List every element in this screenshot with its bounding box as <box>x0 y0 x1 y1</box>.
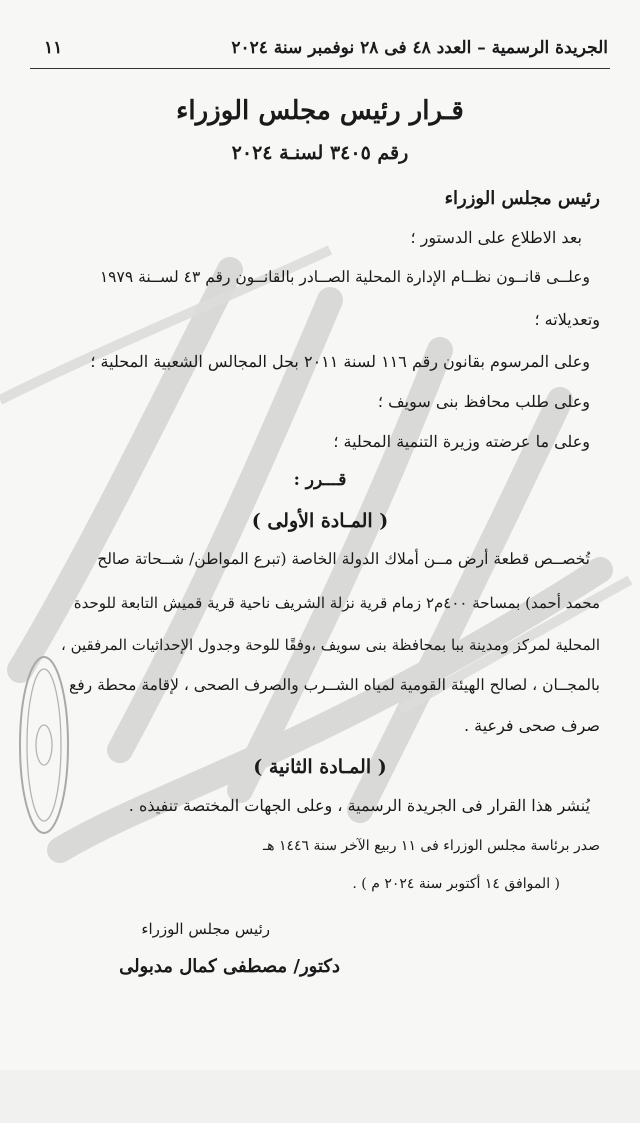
gazette-issue-title: الجريدة الرسمية – العدد ٤٨ فى ٢٨ نوفمبر سنة ٢٠٢٤ <box>231 38 608 58</box>
preamble-line: وعلى المرسوم بقانون رقم ١١٦ لسنة ٢٠١١ بحل المجالس الشعبية المحلية ؛ <box>90 352 590 371</box>
issuer-heading: رئيس مجلس الوزراء <box>444 188 600 209</box>
signature-name: دكتور/ مصطفى كمال مدبولى <box>119 956 340 977</box>
decision-label: قـــرر : <box>293 470 347 490</box>
page-number: ١١ <box>44 38 63 58</box>
article-1-heading: ( المـادة الأولى ) <box>251 510 389 532</box>
preamble-line: وتعديلاته ؛ <box>534 310 600 329</box>
decree-number: رقم ٣٤٠٥ لسنـة ٢٠٢٤ <box>231 142 409 164</box>
article-1-line: محمد أحمد) بمساحة ٤٠٠م٢ زمام قرية نزلة الشريف ناحية قرية قميش التابعة للوحدة <box>73 594 600 612</box>
preamble-line: وعلى طلب محافظ بنى سويف ؛ <box>377 392 590 411</box>
article-1-line: المحلية لمركز ومدينة ببا بمحافظة بنى سويف ،وفقًا للوحة وجدول الإحداثيات المرفقين ، <box>61 636 600 654</box>
signature-role: رئيس مجلس الوزراء <box>141 920 270 938</box>
decree-title: قـرار رئيس مجلس الوزراء <box>176 96 464 126</box>
issuance-date-gregorian: ( الموافق ١٤ أكتوبر سنة ٢٠٢٤ م ) . <box>352 876 560 892</box>
issuance-date-hijri: صدر برئاسة مجلس الوزراء فى ١١ ربيع الآخر سنة ١٤٤٦ هـ <box>263 838 600 854</box>
article-1-line: صرف صحى فرعية . <box>463 716 600 735</box>
preamble-line: وعلى ما عرضته وزيرة التنمية المحلية ؛ <box>333 432 590 451</box>
article-1-line: بالمجــان ، لصالح الهيئة القومية لمياه الشــرب والصرف الصحى ، لإقامة محطة رفع <box>69 676 600 694</box>
viewer-bottom-strip <box>0 1070 640 1123</box>
article-2-line: يُنشر هذا القرار فى الجريدة الرسمية ، وعلى الجهات المختصة تنفيذه . <box>128 796 590 815</box>
article-2-heading: ( المـادة الثانية ) <box>253 756 387 778</box>
preamble-line: بعد الاطلاع على الدستور ؛ <box>410 228 582 247</box>
article-1-line: تُخصــص قطعة أرض مــن أملاك الدولة الخاصة (تبرع المواطن/ شــحاتة صالح <box>97 550 590 568</box>
page-header <box>30 34 610 69</box>
preamble-line: وعلــى قانــون نظــام الإدارة المحلية الصــادر بالقانــون رقم ٤٣ لســنة ١٩٧٩ <box>99 268 590 286</box>
